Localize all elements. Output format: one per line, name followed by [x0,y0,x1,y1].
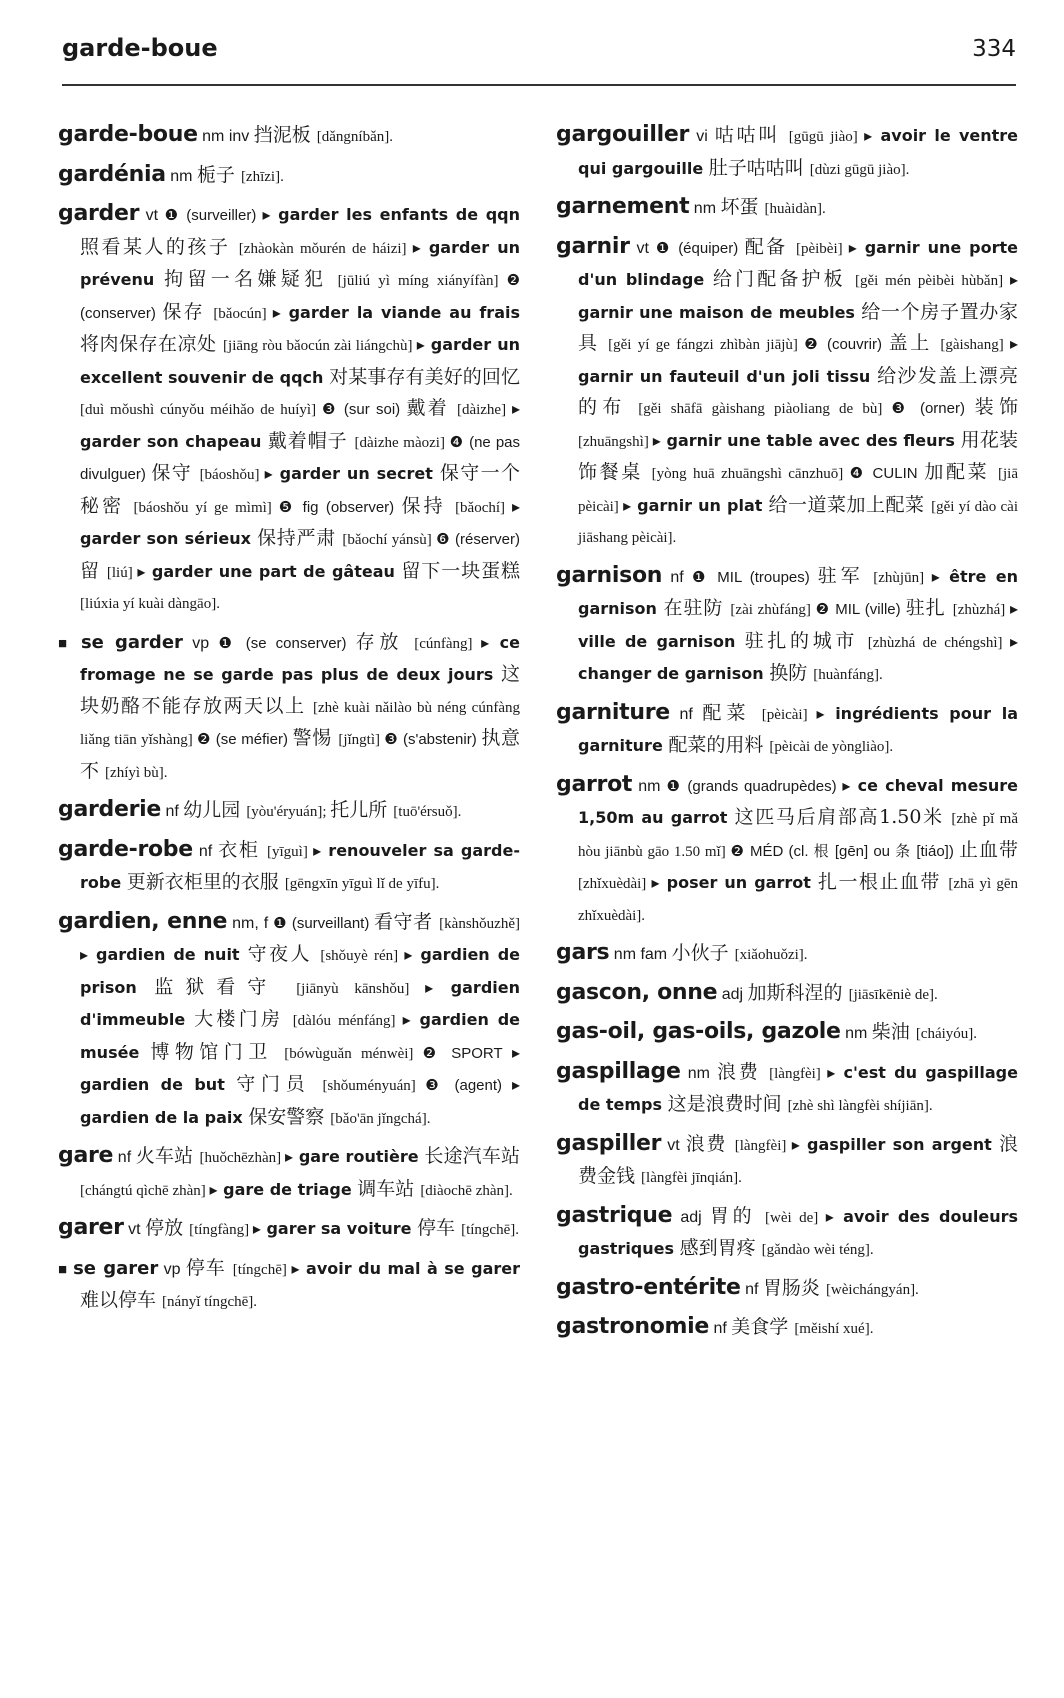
grammar-label: nf [669,705,703,723]
chinese-translation: 加配菜 [924,461,999,483]
example-phrase: ▸ garnir une porte d'un blindage [578,237,1019,289]
example-phrase: ▸ c'est du gaspillage de temps [578,1062,1018,1114]
pinyin: [nányǐ tíngchē]. [162,1294,258,1310]
chinese-translation: 给一个房子置办家具 [578,300,1018,354]
chinese-translation: 胃肠炎 [762,1276,826,1299]
chinese-translation: 幼儿园 [183,799,247,821]
sense-label: ❷ (conserver) [80,272,521,322]
chinese-translation: 止血带 [959,838,1018,861]
chinese-translation: 保守一个秘密 [80,462,520,517]
dictionary-entry [556,561,1018,691]
pinyin: [dàlóu ménfáng] [292,1013,403,1029]
chinese-translation: 这匹马后肩部高1.50米 [734,806,952,828]
grammar-label: nm inv [197,128,254,145]
pinyin: [xiǎohuǒzi]. [734,947,808,963]
example-phrase: ▸ avoir des douleurs gastriques [578,1206,1019,1258]
pinyin: [pèibèi] [795,240,849,257]
chinese-translation: 浪费 [717,1060,770,1083]
chinese-translation: 加斯科涅的 [747,981,849,1004]
grammar-label: vp [158,1260,186,1278]
sense-label: ❺ fig (observer) [278,498,402,516]
dictionary-entry [58,835,520,900]
pinyin: [pèicài] [761,706,817,723]
headword: gars [556,940,610,965]
pinyin: [cúnfàng] [414,635,482,652]
chinese-translation: 这是浪费时间 [667,1093,788,1115]
headword: gastrique [556,1202,673,1228]
headword: garnir [556,233,630,259]
headword: gare [58,1143,114,1168]
chinese-translation: 装饰 [974,396,1018,418]
sense-label: ❶ (équiper) [655,239,745,257]
pinyin: [jiāsīkēniè de]. [848,986,938,1003]
example-phrase: ▸ gardien de la paix [80,1075,521,1127]
pinyin: [zhíyì bù]. [105,764,168,781]
dictionary-entry [58,1253,520,1318]
headword: garde-boue [58,122,198,147]
pinyin: [gěi shāfā gàishang piàoliang de bù] [638,401,892,417]
pinyin: [gěi yí dào cài jiāshang pèicài]. [578,498,1018,546]
pinyin: [kànshǒuzhě] [439,915,520,932]
dictionary-entry [58,907,520,1135]
sense-label: ❷ MÉD (cl. 根 [gēn] ou 条 [tiáo]) [730,842,959,860]
sense-label: ❶ (grands quadrupèdes) [666,777,843,795]
headword: gascon, onne [556,979,718,1005]
sense-label: ❶ (surveillant) [273,914,375,932]
chinese-translation: 托儿所 [330,799,394,821]
example-phrase: ▸ gaspiller son argent [791,1134,999,1154]
example-phrase: ▸ renouveler sa garde-robe [80,840,521,892]
headword: gardien, enne [58,908,228,934]
pinyin: [báoshǒu yí ge mìmì] [133,499,279,516]
chinese-translation: 用花装饰餐桌 [578,428,1018,483]
pinyin: [shǒuményuán] [322,1078,426,1094]
subentry-marker: ■ [58,1260,74,1278]
subentry-headword: se garder [80,631,183,653]
example-phrase: ▸ garer sa voiture [252,1219,418,1238]
example-phrase: ▸ garder son sérieux [80,496,520,548]
right-column [556,120,1018,1352]
chinese-translation: 火车站 [135,1145,200,1167]
headword: garder [58,201,140,226]
chinese-translation: 停车 [185,1256,233,1279]
chinese-translation: 坏蛋 [720,196,765,218]
grammar-label: nf [709,1320,732,1337]
example-phrase: ▸ garnir un plat [623,495,769,515]
example-phrase: ▸ garder son chapeau [80,399,521,451]
dictionary-entry [556,1273,1018,1306]
pinyin: [gěi mén pèibèi hùbǎn] [854,273,1010,289]
pinyin: [zhā yì gēn zhǐxuèdài]. [578,876,1019,924]
pinyin: [jiāng ròu bǎocún zài liángchù] [223,338,417,354]
grammar-label: adj [672,1208,710,1226]
pinyin: [huàidàn]. [764,201,826,217]
chinese-translation: 栀子 [196,163,241,186]
pinyin: [zhàokàn mǒurén de háizi] [238,240,413,257]
dictionary-entry [556,1129,1018,1194]
chinese-translation: 守门员 [236,1073,323,1095]
dictionary-entry [556,1312,1018,1345]
pinyin: [dǎngníbǎn]. [316,129,393,145]
chinese-translation: 配备 [744,235,796,258]
dictionary-entry [58,627,520,789]
dictionary-entry [556,978,1018,1011]
chinese-translation: 停车 [417,1217,462,1239]
example-phrase: ▸ gare routière [285,1147,425,1166]
chinese-translation: 保持 [401,494,456,517]
dictionary-entry [58,1213,520,1246]
pinyin: [làngfèi jīnqián]. [641,1170,742,1186]
subentry-marker: ■ [58,634,81,652]
chinese-translation: 存放 [355,630,415,653]
pinyin: [gūgū jiào] [788,129,865,145]
chinese-translation: 难以停车 [80,1289,163,1311]
chinese-translation: 肚子咕咕叫 [708,156,810,179]
chinese-translation: 小伙子 [671,942,735,964]
sense-label: ❸ (agent) [425,1077,512,1094]
dictionary-entry [556,120,1018,185]
grammar-label: nf [740,1280,763,1298]
sense-label: ❹ CULIN [849,465,925,482]
chinese-translation: 配菜的用料 [668,734,770,756]
pinyin: [zhùzhá] [952,602,1010,618]
chinese-translation: 驻扎 [905,597,953,619]
pinyin: [zhùjūn] [873,569,932,586]
chinese-translation: 浪费金钱 [578,1132,1019,1187]
pinyin: [shǒuyè rén] [320,948,405,964]
example-phrase: ▸ être en garnison [578,566,1018,618]
pinyin: [tuō'érsuǒ]. [393,804,462,820]
example-phrase: ▸ gare de triage [209,1179,358,1199]
example-phrase: ▸ avoir du mal à se garer [291,1258,521,1278]
pinyin: [wèichángyán]. [825,1281,919,1298]
dictionary-entry [556,1057,1018,1122]
sense-label: ❸ (s'abstenir) [384,731,482,748]
pinyin: [bǎocún] [213,305,273,322]
chinese-translation: 调车站 [357,1177,421,1200]
chinese-translation: 咕咕叫 [714,124,789,146]
pinyin: [bǎochí yánsù] [342,532,437,548]
dictionary-entry [58,795,520,828]
dictionary-entry [556,938,1018,971]
dictionary-entry [58,199,520,620]
chinese-translation: 驻扎的城市 [744,629,868,652]
example-phrase: ▸ garnir un fauteuil d'un joli tissu [578,334,1019,386]
pinyin: [liúxia yí kuài dàngāo]. [80,596,220,612]
chinese-translation: 拘留一名嫌疑犯 [164,268,338,290]
grammar-label: nm [165,167,197,185]
pinyin: [bówùguǎn ménwèi] [284,1045,423,1062]
grammar-label: adj [717,985,748,1003]
dictionary-entry [556,1017,1018,1050]
chinese-translation: 保持严肃 [257,527,343,549]
dictionary-entry [556,232,1018,554]
pinyin: [wèi de] [765,1209,826,1226]
example-phrase: ▸ gardien de nuit [80,945,248,964]
grammar-label: vt [123,1221,146,1238]
pinyin: [gēngxīn yīguì lǐ de yīfu]. [284,876,440,892]
pinyin: [huǒchēzhàn] [199,1150,286,1166]
example-phrase: ▸ garder la viande au frais [272,302,520,322]
sense-label: ❸ (sur soi) [321,401,407,418]
pinyin: [pèicài de yòngliào]. [769,739,894,755]
grammar-label: vt [661,1136,686,1154]
chinese-translation: 驻军 [817,564,874,587]
chinese-translation: 衣柜 [218,838,267,861]
pinyin: [gǎndào wèi téng]. [761,1242,874,1258]
pinyin: [bǎo'ān jǐngchá]. [330,1110,431,1127]
headword: garderie [58,797,162,822]
pinyin: [jūliú yì míng xiányífàn] [337,273,507,289]
headword: garde-robe [58,836,193,862]
chinese-translation: 给沙发盖上漂亮的布 [578,364,1018,418]
pinyin: [dàizhe] [456,402,512,418]
dictionary-entry [556,192,1018,225]
headword: gardénia [58,161,166,187]
pinyin: [zhùzhá de chéngshì] [867,634,1010,651]
headword: garniture [556,699,670,725]
grammar-label: nm, f [227,914,274,932]
example-phrase: ▸ garder une part de gâteau [137,561,402,581]
dictionary-entry [556,1201,1018,1266]
pinyin: [báoshǒu] [199,467,265,483]
headword: gastronomie [556,1314,710,1339]
grammar-label: vt [139,207,165,224]
example-phrase: ▸ garder les enfants de qqn [262,205,520,224]
pinyin: [bǎochí] [455,499,512,516]
pinyin: [jiānyù kānshǒu] [296,980,426,997]
example-phrase: ▸ gardien de prison [80,945,520,997]
example-phrase: ▸ ce cheval mesure 1,50m au garrot [578,775,1018,827]
headword: garnison [556,562,663,588]
chinese-translation: 守夜人 [247,943,321,965]
pinyin: [zhè shì làngfèi shíjiān]. [787,1098,933,1114]
chinese-translation: 给门配备护板 [712,268,855,290]
pinyin: [zhīzi]. [240,168,284,185]
example-phrase: ▸ garder un secret [264,464,440,483]
running-head: garde-boue [62,34,218,62]
pinyin: [gěi yí ge fángzi zhìbàn jiājù] [608,337,805,353]
pinyin: [làngfèi] [769,1065,828,1082]
chinese-translation: 更新衣柜里的衣服 [126,871,285,893]
example-phrase: ▸ garder un excellent souvenir de qqch [80,335,520,387]
grammar-label: nf [113,1149,136,1166]
pinyin: [tíngchē] [232,1261,292,1278]
chinese-translation: 美食学 [731,1316,795,1338]
pinyin: [zài zhùfáng] [730,602,816,618]
pinyin: [duì mǒushì cúnyǒu méihǎo de huíyì] [80,402,322,418]
grammar-label: nf [161,803,184,820]
grammar-label: nm [840,1025,872,1042]
pinyin: [jiā pèicài] [578,466,1019,515]
example-phrase: ▸ garder un prévenu [80,237,520,289]
chinese-translation: 保守 [151,462,200,484]
page-number: 334 [972,36,1016,62]
chinese-translation: 留下一块蛋糕 [401,559,520,582]
pinyin: [yīguì] [267,843,314,860]
pinyin: [gàishang] [940,337,1010,353]
example-phrase: ▸ ville de garnison [578,599,1018,651]
chinese-translation: 保安警察 [248,1105,331,1128]
grammar-label: vi [689,128,715,145]
example-phrase: ▸ ce fromage ne se garde pas plus de deux jours [80,632,520,684]
chinese-translation: 戴着 [406,397,457,419]
pinyin: [zhè kuài nǎilào bù néng cúnfàng liǎng tiān yǐshàng] [80,699,520,748]
pinyin: [diàochē zhàn]. [420,1182,513,1199]
chinese-translation: 换防 [769,662,814,684]
grammar-label: nm fam [609,946,672,963]
chinese-translation: 柴油 [871,1021,916,1043]
grammar-label: nm [632,777,667,795]
chinese-translation: 扎一根止血带 [817,871,949,893]
chinese-translation: 将肉保存在凉处 [80,333,224,355]
chinese-translation: 戴着帽子 [267,429,355,452]
pinyin: [zhè pǐ mǎ hòu jiānbù gāo 1.50 mǐ] [578,811,1018,860]
pinyin: [liú] [106,564,138,581]
sense-label: ❸ (orner) [891,400,975,417]
dictionary-entry [556,698,1018,763]
chinese-translation: 感到胃疼 [679,1237,762,1259]
example-phrase: ▸ gardien de but [80,1042,521,1094]
headword: gaspillage [556,1058,681,1084]
headword: garrot [556,771,633,797]
dictionary-entry [58,1141,520,1206]
pinyin: [dùzi gūgū jiào]. [809,161,910,178]
headword: gargouiller [556,122,690,147]
grammar-label: vp [182,634,219,652]
headword: garnement [556,194,690,219]
chinese-translation: 保存 [162,300,214,323]
chinese-translation: 盖上 [888,332,941,354]
pinyin: [zhǐxuèdài] [578,876,652,892]
subentry-headword: se garer [73,1257,159,1279]
sense-label: ❶ MIL (troupes) [692,568,818,586]
sense-label: ❷ (se méfier) [197,731,293,748]
sense-label: ❻ (réserver) [436,531,521,548]
header-rule [62,84,1016,86]
pinyin: [làngfèi] [734,1137,792,1154]
pinyin: [chángtú qìchē zhàn] [80,1182,210,1199]
sense-label: ❷ (couvrir) [804,336,889,353]
page-header [62,34,1016,76]
chinese-translation: 看守者 [374,910,440,933]
pinyin: [zhuāngshì] [578,433,653,450]
grammar-label: nf [662,568,693,586]
chinese-translation: 给一道菜加上配菜 [768,493,932,516]
pinyin: [cháiyóu]. [915,1026,978,1042]
chinese-translation: 警惕 [292,727,339,749]
chinese-translation: 照看某人的孩子 [80,235,239,258]
example-phrase: ▸ changer de garnison [578,631,1019,683]
chinese-translation: 在驻防 [663,597,731,619]
chinese-translation: 博物馆门卫 [150,1040,285,1063]
pinyin: [tíngfàng] [189,1222,253,1238]
chinese-translation: 留 [80,559,107,582]
chinese-translation: 胃的 [709,1204,766,1227]
chinese-translation: 这块奶酪不能存放两天以上 [80,663,520,717]
example-phrase: ▸ gardien de musée [80,1010,521,1062]
sense-label: ❶ (se conserver) [218,634,356,652]
example-phrase: ▸ garnir une maison de meubles [578,270,1018,322]
headword: garer [58,1215,124,1240]
chinese-translation: 配菜 [702,701,762,724]
pinyin: [měishí xué]. [794,1321,874,1337]
sense-label: ❶ (surveiller) [164,207,263,224]
sense-label: ❷ SPORT [422,1044,512,1062]
pinyin: [yòng huā zhuāngshì cānzhuō] [651,466,850,482]
chinese-translation: 浪费 [685,1132,735,1155]
example-phrase: ▸ garnir une table avec des fleurs [652,430,961,450]
sense-label: ❷ MIL (ville) [815,601,906,618]
pinyin: [yòu'éryuán]; [246,804,331,820]
dictionary-entry [58,160,520,193]
grammar-label: nm [689,200,721,217]
pinyin: [jǐngtì] [338,732,385,748]
sense-label: ❹ (ne pas divulguer) [80,433,521,483]
headword: gastro-entérite [556,1274,741,1300]
chinese-translation: 长途汽车站 [424,1145,521,1167]
headword: gas-oil, gas-oils, gazole [556,1019,841,1044]
example-phrase: ▸ poser un garrot [651,873,818,892]
example-phrase: ▸ avoir le ventre qui gargouille [578,126,1019,178]
chinese-translation: 监狱看守 [154,975,297,998]
pinyin: [huànfáng]. [813,667,883,683]
headword: gaspiller [556,1130,662,1156]
chinese-translation: 挡泥板 [253,124,317,146]
pinyin: [tíngchē]. [461,1222,519,1238]
example-phrase: ▸ gardien d'immeuble [80,977,521,1029]
pinyin: [dàizhe màozi] [354,434,450,451]
dictionary-entry [556,770,1018,932]
grammar-label: nf [192,842,219,860]
chinese-translation: 大楼门房 [194,1008,293,1030]
left-column [58,120,520,1325]
dictionary-entry [58,120,520,153]
chinese-translation: 对某事存有美好的回忆 [329,365,520,388]
grammar-label: nm [680,1064,718,1082]
example-phrase: ▸ ingrédients pour la garniture [578,703,1019,755]
chinese-translation: 停放 [145,1217,190,1239]
grammar-label: vt [629,239,656,257]
chinese-translation: 执意不 [80,727,520,782]
